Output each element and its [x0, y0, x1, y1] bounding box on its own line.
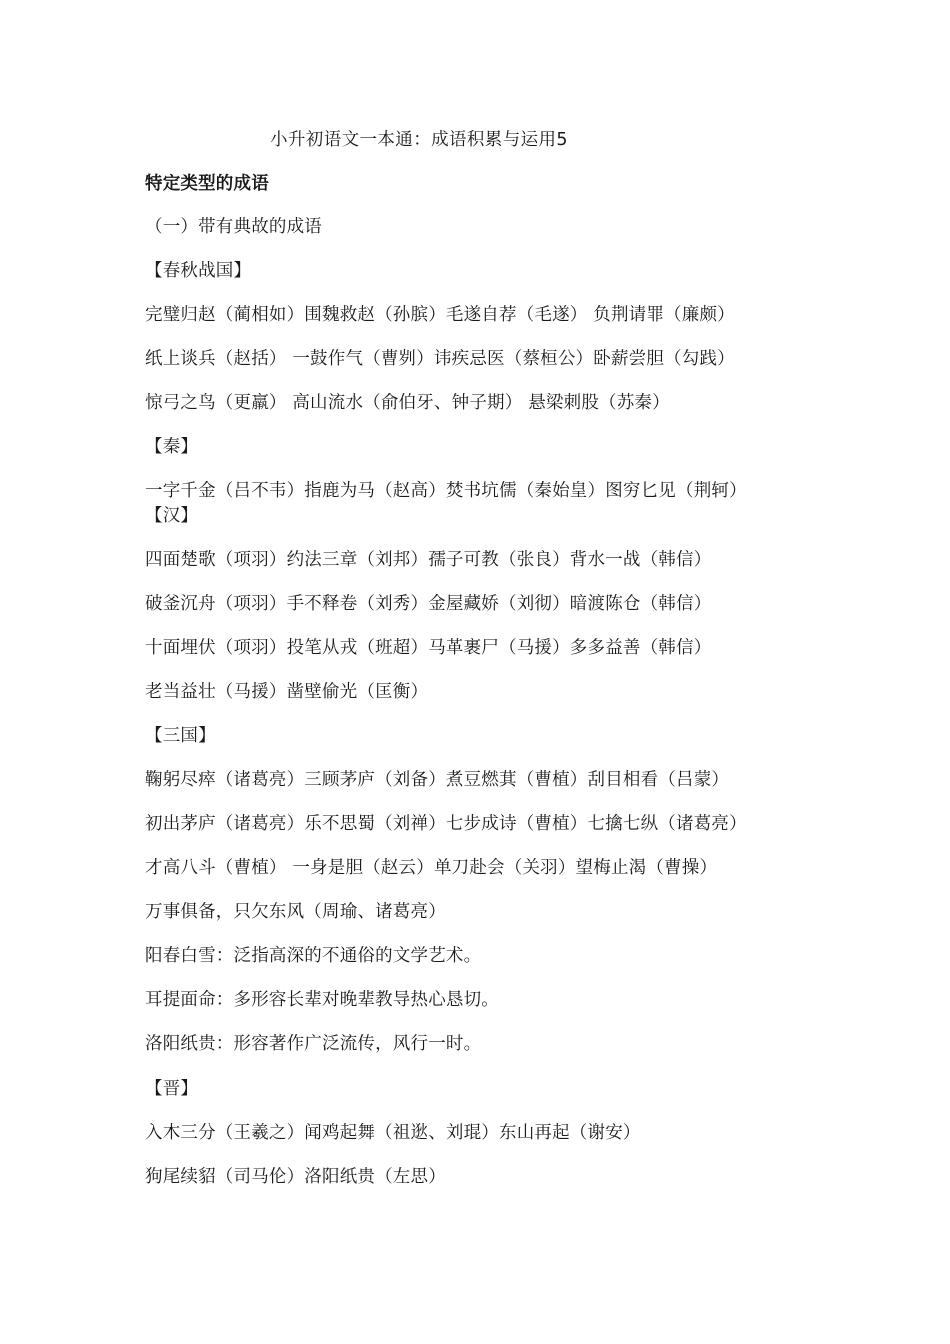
period-heading-three-kingdoms: 【三国】	[145, 726, 216, 746]
idiom-line: 狗尾续貂（司马伦）洛阳纸贵（左思）	[145, 1167, 446, 1187]
period-heading-jin: 【晋】	[145, 1079, 199, 1099]
idiom-line: 破釜沉舟（项羽）手不释卷（刘秀）金屋藏娇（刘彻）暗渡陈仓（韩信）	[145, 594, 712, 614]
period-heading-qin: 【秦】	[145, 437, 199, 457]
idiom-definition: 耳提面命：多形容长辈对晚辈教导热心恳切。	[145, 990, 499, 1010]
document-title: 小升初语文一本通：成语积累与运用5	[270, 130, 568, 150]
idiom-definition: 阳春白雪：泛指高深的不通俗的文学艺术。	[145, 946, 482, 966]
idiom-line: 才高八斗（曹植） 一身是胆（赵云）单刀赴会（关羽）望梅止渴（曹操）	[145, 858, 718, 878]
idiom-line: 万事俱备，只欠东风（周瑜、诸葛亮）	[145, 902, 446, 922]
idiom-line: 入木三分（王羲之）闻鸡起舞（祖逖、刘琨）东山再起（谢安）	[145, 1123, 641, 1143]
idiom-line: 鞠躬尽瘁（诸葛亮）三顾茅庐（刘备）煮豆燃萁（曹植）刮目相看（吕蒙）	[145, 770, 730, 790]
idiom-line: 纸上谈兵（赵括） 一鼓作气（曹刿）讳疾忌医（蔡桓公）卧薪尝胆（勾践）	[145, 349, 735, 369]
idiom-line: 老当益壮（马援）凿壁偷光（匡衡）	[145, 682, 429, 702]
period-heading-spring-autumn: 【春秋战国】	[145, 261, 252, 281]
idiom-definition: 洛阳纸贵：形容著作广泛流传，风行一时。	[145, 1034, 482, 1054]
idiom-line: 初出茅庐（诸葛亮）乐不思蜀（刘禅）七步成诗（曹植）七擒七纵（诸葛亮）	[145, 814, 747, 834]
section-heading: 特定类型的成语	[145, 174, 269, 194]
idiom-line: 完璧归赵（蔺相如）围魏救赵（孙膑）毛遂自荐（毛遂） 负荆请罪（廉颇）	[145, 305, 735, 325]
period-heading-han: 【汉】	[145, 506, 199, 526]
idiom-line: 四面楚歌（项羽）约法三章（刘邦）孺子可教（张良）背水一战（韩信）	[145, 550, 712, 570]
idiom-line: 十面埋伏（项羽）投笔从戎（班超）马革裹尸（马援）多多益善（韩信）	[145, 638, 712, 658]
idiom-line: 一字千金（吕不韦）指鹿为马（赵高）焚书坑儒（秦始皇）图穷匕见（荆轲）	[145, 481, 747, 501]
idiom-line: 惊弓之鸟（更羸） 高山流水（俞伯牙、钟子期） 悬梁刺股（苏秦）	[145, 393, 670, 413]
subsection-heading: （一）带有典故的成语	[145, 217, 322, 237]
